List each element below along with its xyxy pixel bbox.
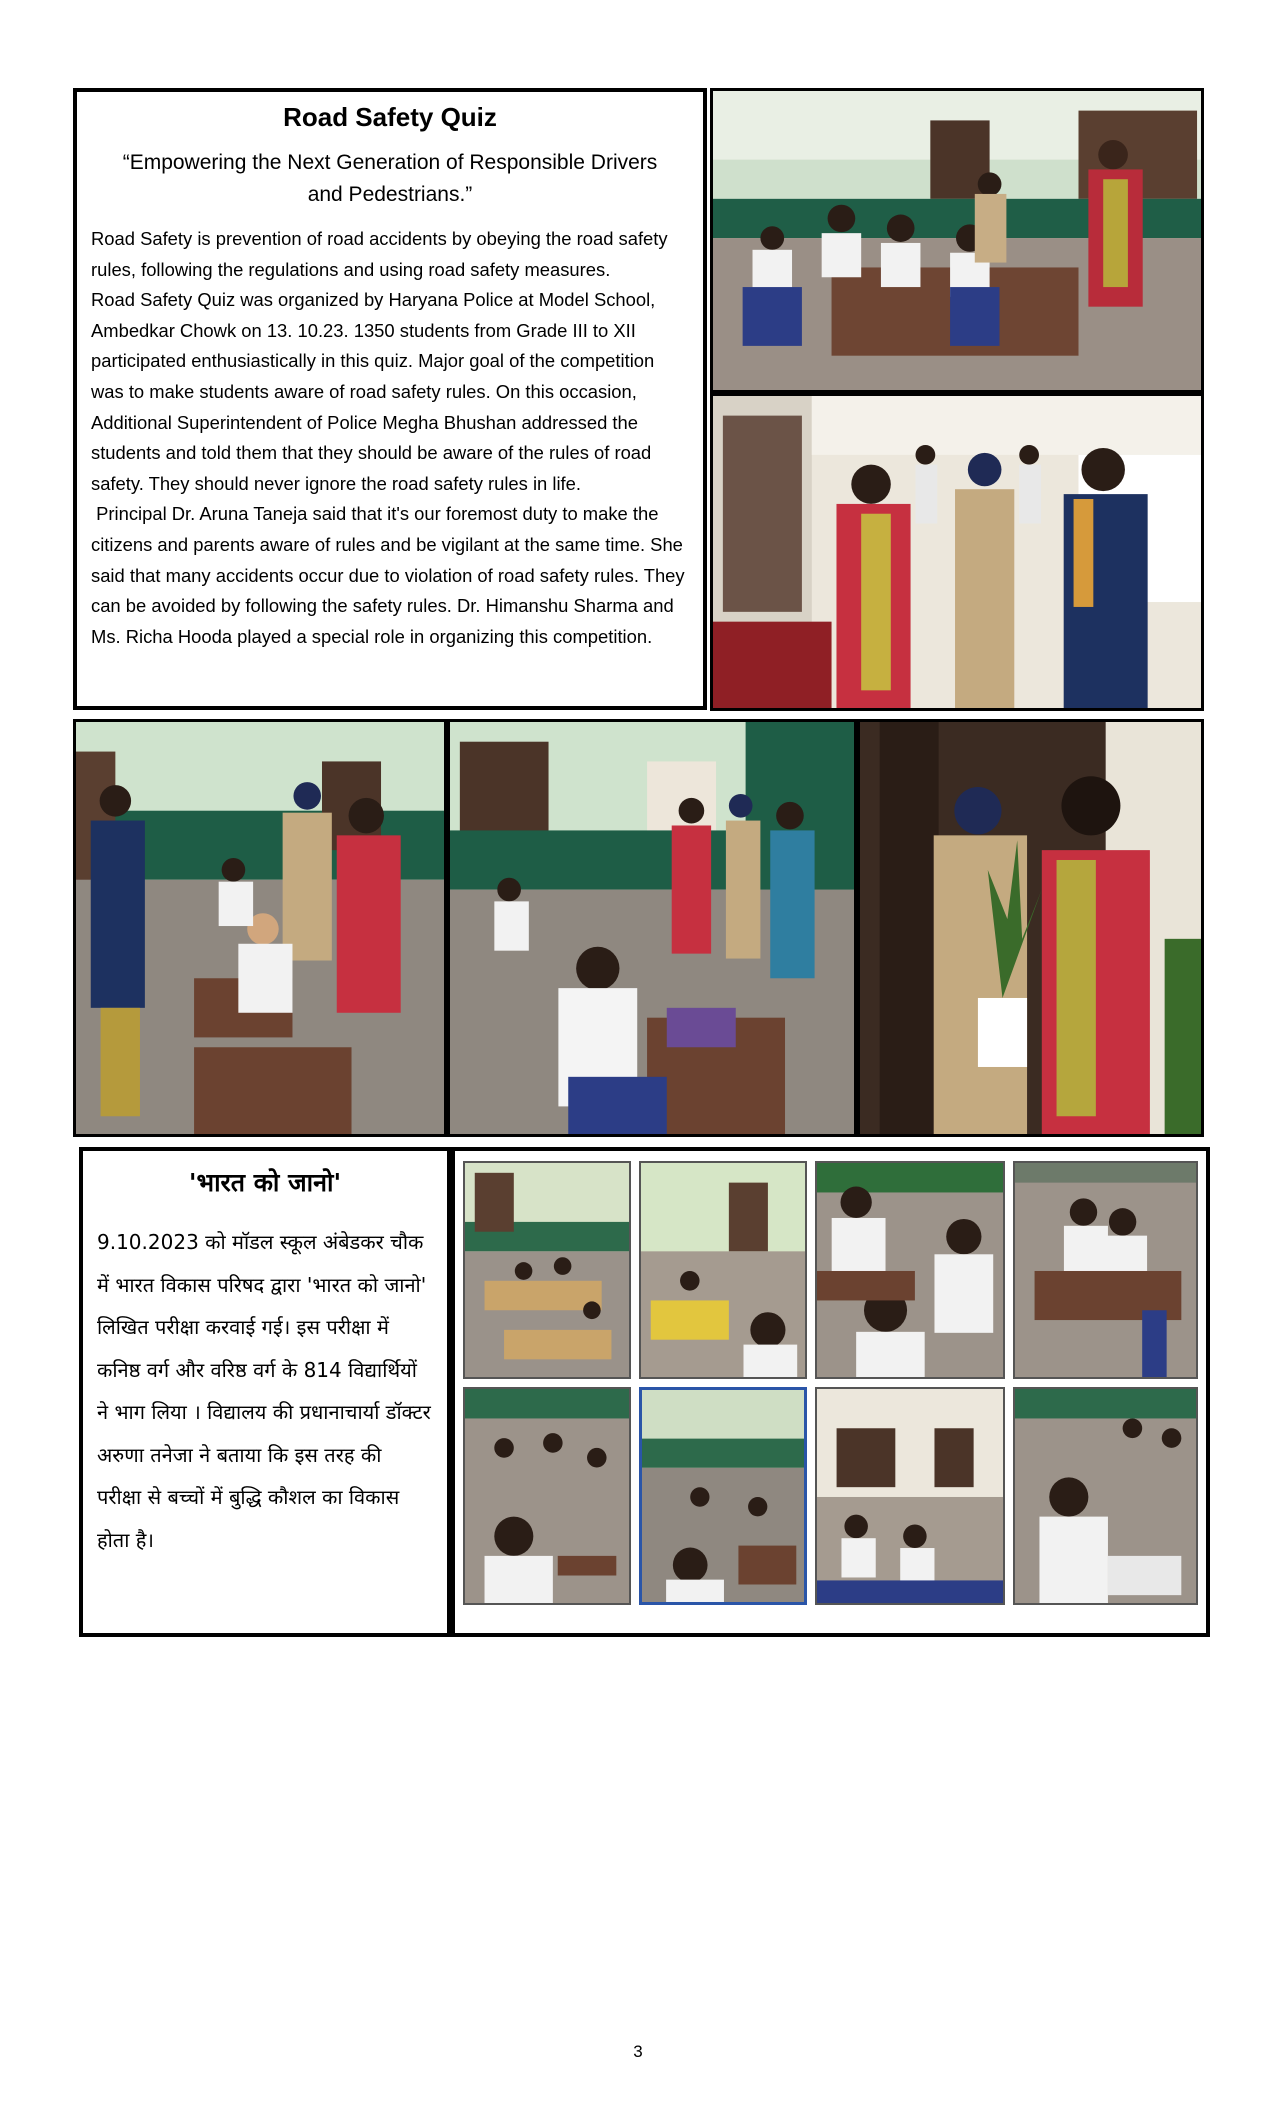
photo-plant-presentation: [857, 719, 1204, 1137]
quiz-title: Road Safety Quiz: [283, 102, 497, 132]
exam-photo: [463, 1161, 631, 1379]
photo-officials-visit: [710, 393, 1204, 711]
quiz-paragraph: Road Safety is prevention of road accidents by obeying the road safety rules, following the regulations and using road safety measures.: [91, 228, 668, 280]
exam-photo: [815, 1387, 1005, 1605]
exam-photo: [463, 1387, 631, 1605]
exam-photo: [1013, 1161, 1198, 1379]
quiz-paragraph: Principal Dr. Aruna Taneja said that it's our foremost duty to make the citizens and parents aware of rules and be vigilant at the same time. She said that many accidents occur due to violation of road safety rules. They can be avoided by following the safety rules. Dr. Himanshu Sharma and Ms. Richa Hooda played a special role in organizing this competition.: [91, 503, 690, 647]
exam-photo-grid: [451, 1147, 1210, 1637]
bharat-body: 9.10.2023 को मॉडल स्कूल अंबेडकर चौक में भारत विकास परिषद द्वारा 'भारत को जानो' लिखित परीक्षा करवाई गई। इस परीक्षा में कनिष्ठ वर्ग और वरिष्ठ वर्ग के 814 विद्यार्थियों ने भाग लिया । विद्यालय की प्रधानाचार्या डॉक्टर अरुणा तनेजा ने बताया कि इस तरह की परीक्षा से बच्चों में बुद्धि कौशल का विकास होता है।: [97, 1230, 431, 1552]
road-safety-quiz-box: [73, 88, 707, 710]
quiz-body: [91, 224, 689, 652]
photo-classroom-principal: [73, 719, 447, 1137]
photo-students-writing: [447, 719, 857, 1137]
exam-photo: [639, 1387, 807, 1605]
bharat-title: 'भारत को जानो': [188, 1168, 342, 1197]
quiz-tagline: “Empowering the Next Generation of Responsible Drivers and Pedestrians.”: [122, 151, 658, 206]
exam-photo: [815, 1161, 1005, 1379]
quiz-paragraph: Road Safety Quiz was organized by Haryana Police at Model School, Ambedkar Chowk on 13. 10.23. 1350 students from Grade III to XII participated enthusiastically in this quiz. Major goal of the competition was to make students aware of road safety rules. On this occasion, Additional Superintendent of Police Megha Bhushan addressed the students and told them that they should be aware of the rules of road safety. They should never ignore the road safety rules in life.: [91, 289, 656, 494]
page-number: 3: [633, 2042, 643, 2061]
exam-photo: [1013, 1387, 1198, 1605]
photo-classroom-quiz: [710, 88, 1204, 393]
bharat-ko-jano-box: [79, 1147, 451, 1637]
exam-photo: [639, 1161, 807, 1379]
